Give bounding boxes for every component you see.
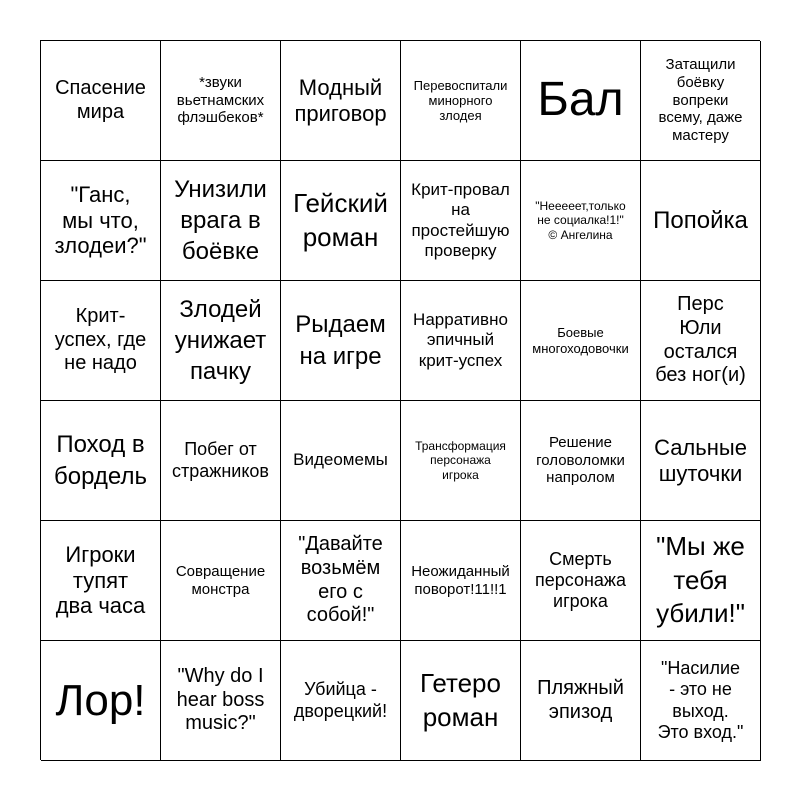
cell-text: Сальные шуточки — [654, 434, 747, 486]
bingo-cell[interactable] — [521, 281, 641, 401]
cell-text: Попойка — [653, 206, 748, 234]
cell-text: Затащили боёвку вопреки всему, даже мастеру — [658, 56, 743, 145]
cell-text: Игроки тупят два часа — [55, 541, 146, 619]
cell-text: Поход в бордель — [54, 431, 147, 490]
cell-text: Гейский роман — [293, 187, 388, 252]
bingo-cell[interactable] — [281, 401, 401, 521]
bingo-cell[interactable] — [281, 521, 401, 641]
bingo-cell[interactable] — [161, 521, 281, 641]
cell-text: Модный приговор — [294, 74, 387, 126]
bingo-cell[interactable] — [521, 521, 641, 641]
bingo-cell[interactable] — [521, 161, 641, 281]
bingo-cell[interactable] — [521, 401, 641, 521]
cell-text: Нарративно эпичный крит-успех — [413, 310, 508, 370]
bingo-cell[interactable] — [401, 521, 521, 641]
bingo-cell[interactable] — [41, 401, 161, 521]
bingo-cell[interactable] — [401, 641, 521, 761]
bingo-cell[interactable] — [41, 521, 161, 641]
bingo-cell[interactable] — [41, 41, 161, 161]
cell-text: Крит-провал на простейшую проверку — [411, 180, 510, 260]
bingo-board — [40, 40, 760, 760]
bingo-cell[interactable] — [161, 401, 281, 521]
bingo-cell[interactable] — [161, 161, 281, 281]
cell-text: Перевоспитали минорного злодея — [413, 77, 508, 124]
cell-text: Злодей унижает пачку — [174, 295, 267, 386]
cell-text: "Мы же тебя убили!" — [656, 530, 745, 629]
bingo-cell[interactable] — [161, 281, 281, 401]
cell-text: Боевые многоходовочки — [532, 325, 629, 356]
bingo-cell[interactable] — [161, 41, 281, 161]
cell-text: Крит- успех, где не надо — [54, 305, 147, 375]
bingo-cell[interactable] — [401, 281, 521, 401]
bingo-cell[interactable] — [641, 161, 761, 281]
bingo-cell[interactable] — [641, 41, 761, 161]
cell-text: Трансформация персонажа игрока — [415, 439, 506, 482]
cell-text: Перс Юли остался без ног(и) — [655, 293, 746, 387]
bingo-cell[interactable] — [281, 41, 401, 161]
cell-text: "Ганс, мы что, злодеи?" — [54, 181, 147, 259]
cell-text: Неожиданный поворот!11!!1 — [411, 562, 510, 598]
bingo-cell[interactable] — [281, 641, 401, 761]
bingo-cell[interactable] — [281, 281, 401, 401]
cell-text: Рыдаем на игре — [295, 311, 386, 370]
cell-text: "Why do I hear boss music?" — [176, 665, 265, 735]
bingo-cell[interactable] — [401, 161, 521, 281]
bingo-cell[interactable] — [281, 161, 401, 281]
bingo-cell[interactable] — [161, 641, 281, 761]
bingo-cell[interactable] — [521, 41, 641, 161]
bingo-cell[interactable] — [641, 401, 761, 521]
cell-text: Лор! — [55, 675, 146, 725]
bingo-cell[interactable] — [41, 641, 161, 761]
bingo-cell[interactable] — [641, 281, 761, 401]
cell-text: Решение головоломки напролом — [536, 433, 625, 487]
bingo-cell[interactable] — [521, 641, 641, 761]
cell-text: Совращение монстра — [175, 562, 266, 598]
cell-text: Спасение мира — [55, 76, 146, 123]
cell-text: *звуки вьетнамских флэшбеков* — [176, 73, 265, 127]
cell-text: Видеомемы — [293, 450, 388, 470]
bingo-cell[interactable] — [401, 41, 521, 161]
bingo-cell[interactable] — [41, 161, 161, 281]
cell-text: Бал — [537, 73, 624, 127]
bingo-cell[interactable] — [641, 521, 761, 641]
bingo-cell[interactable] — [41, 281, 161, 401]
cell-text: "Давайте возьмём его с собой!" — [298, 533, 383, 627]
cell-text: Смерть персонажа игрока — [535, 548, 626, 612]
cell-text: "Насилие - это не выход. Это вход." — [657, 658, 744, 742]
bingo-cell[interactable] — [641, 641, 761, 761]
cell-text: Унизили врага в боёвке — [174, 175, 267, 266]
cell-text: Пляжный эпизод — [537, 676, 624, 723]
cell-text: Убийца - дворецкий! — [293, 679, 388, 721]
cell-text: Гетеро роман — [420, 667, 501, 732]
cell-text: "Неееeет,только не социалка!1!" © Ангелина — [535, 199, 626, 242]
cell-text: Побег от стражников — [172, 439, 269, 481]
bingo-cell[interactable] — [401, 401, 521, 521]
